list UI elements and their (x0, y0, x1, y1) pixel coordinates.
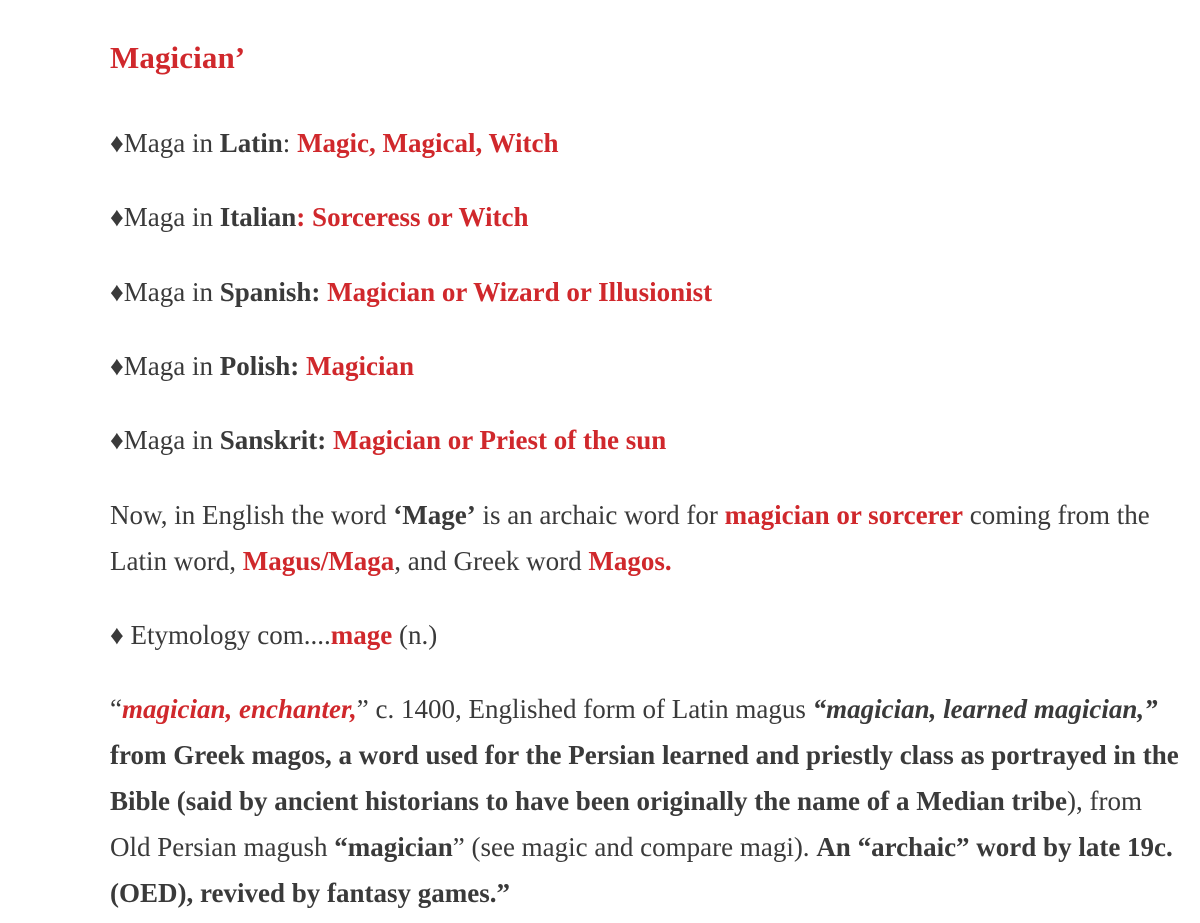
bullet-diamond: ♦ (110, 351, 124, 381)
language-name: Spanish: (219, 277, 321, 307)
mage-text-2: is an archaic word for (475, 500, 725, 530)
maga-in-label: Maga in (123, 425, 220, 455)
mage-link-magus[interactable]: Magus/Maga (242, 546, 395, 576)
definition-text-archaic: An “archaic” word by late 19c. (OED), revived by fantasy games.” (110, 832, 1173, 908)
definition-paragraph (110, 686, 1185, 916)
separator: : (282, 128, 298, 158)
mage-text-1: Now, in English the word (110, 500, 394, 530)
separator: : (296, 202, 313, 232)
translation-meaning: Magician (306, 351, 415, 381)
translation-meaning: Magic, Magical, Witch (297, 128, 559, 158)
bullet-diamond: ♦ (110, 277, 124, 307)
translation-polish (110, 343, 414, 389)
section-heading: Magician’ (110, 40, 246, 75)
translation-italian (110, 194, 529, 240)
definition-quote-latin: “magician, learned magician,” (812, 694, 1158, 724)
mage-link-magos[interactable]: Magos. (588, 546, 672, 576)
maga-in-label: Maga in (123, 351, 220, 381)
language-name: Sanskrit: (219, 425, 327, 455)
etymology-link-mage[interactable]: mage (330, 620, 393, 650)
etymology-label: ♦ Etymology com.... (110, 620, 331, 650)
translation-latin (110, 120, 559, 166)
etymology-pos: (n.) (392, 620, 438, 650)
open-quote: “ (110, 694, 122, 724)
maga-in-label: Maga in (123, 202, 220, 232)
definition-text-magi: ” (see magic and compare magi). (452, 832, 817, 862)
translation-meaning: Magician or Priest of the sun (333, 425, 667, 455)
bullet-diamond: ♦ (110, 128, 124, 158)
language-name: Italian (219, 202, 297, 232)
language-name: Polish: (219, 351, 300, 381)
maga-in-label: Maga in (123, 277, 220, 307)
maga-in-label: Maga in (123, 128, 220, 158)
translation-meaning: Magician or Wizard or Illusionist (327, 277, 713, 307)
etymology-line (110, 612, 437, 658)
definition-quote-magician: “magician (334, 832, 453, 862)
language-name: Latin (219, 128, 283, 158)
mage-text-4: , and Greek word (394, 546, 589, 576)
mage-text-3: coming from the Latin word, (110, 500, 1150, 576)
mage-word: ‘Mage’ (393, 500, 476, 530)
definition-text-greek: from Greek magos, a word used for the Persian learned and priestly class as portrayed in the Bible (said by ancient historians to have been originally the name of a Median tribe (110, 740, 1179, 816)
definition-highlight: magician, enchanter, (121, 694, 357, 724)
translation-spanish (110, 269, 712, 315)
definition-text-1: ” c. 1400, Englished form of Latin magus (356, 694, 813, 724)
bullet-diamond: ♦ (110, 425, 124, 455)
mage-paragraph (110, 492, 1185, 584)
translation-sanskrit (110, 417, 666, 463)
bullet-diamond: ♦ (110, 202, 124, 232)
mage-link-magician[interactable]: magician or sorcerer (724, 500, 964, 530)
translation-meaning: Sorceress or Witch (312, 202, 529, 232)
definition-text-persian: ), from Old Persian magush (110, 786, 1142, 862)
